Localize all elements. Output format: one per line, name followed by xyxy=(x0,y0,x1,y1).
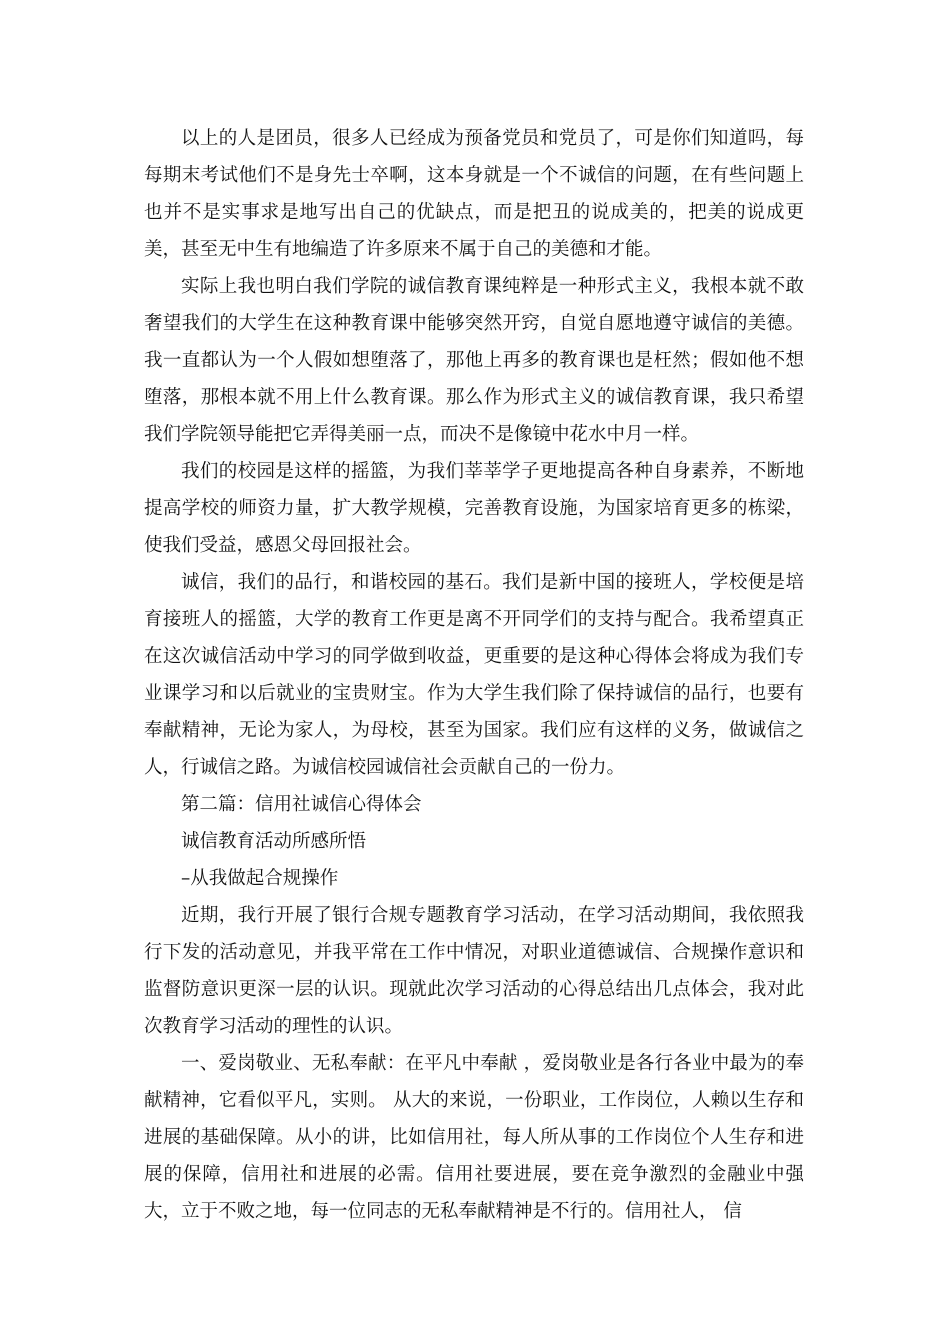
paragraph-formalism: 实际上我也明白我们学院的诚信教育课纯粹是一种形式主义，我根本就不敢奢望我们的大学生在这种教育课中能够突然开窍，自觉自愿地遵守诚信的美德。我一直都认为一个人假如想堕落了，那他上再多的教育课也是枉然；假如他不想堕落，那根本就不用上什么教育课。那么作为形式主义的诚信教育课，我只希望我们学院领导能把它弄得美丽一点，而决不是像镜中花水中月一样。 xyxy=(144,276,804,445)
paragraph-integrity-cornerstone: 诚信，我们的品行，和谐校园的基石。我们是新中国的接班人，学校便是培育接班人的摇篮，大学的教育工作更是离不开同学们的支持与配合。我希望真正在这次诚信活动中学习的同学做到收益，更重要的是这种心得体会将成为我们专业课学习和以后就业的宝贵财宝。作为大学生我们除了保持诚信的品行，也要有奉献精神，无论为家人，为母校，甚至为国家。我们应有这样的义务，做诚信之人，行诚信之路。为诚信校园诚信社会贡献自己的一份力。 xyxy=(144,572,804,778)
paragraph-dedication: 一、爱岗敬业、无私奉献：在平凡中奉献 ，爱岗敬业是各行各业中最为的奉献精神，它看似平凡，实则。 从大的来说，一份职业，工作岗位，人赖以生存和进展的基础保障。从小的讲，比如信用社，每人所从事的工作岗位个人生存和进展的保障，信用社和进展的必需。信用社要进展，要在竞争激烈的金融业中强大，立于不败之地，每一位同志的无私奉献精神是不行的。信用社人， 信 xyxy=(144,1053,804,1222)
section-heading: 第二篇：信用社诚信心得体会 xyxy=(181,794,422,815)
document-body xyxy=(144,120,804,1230)
paragraph-integrity-members: 以上的人是团员，很多人已经成为预备党员和党员了，可是你们知道吗，每每期末考试他们不是身先士卒啊，这本身就是一个不诚信的问题，在有些问题上也并不是实事求是地写出自己的优缺点，而是把丑的说成美的，把美的说成更美，甚至无中生有地编造了许多原来不属于自己的美德和才能。 xyxy=(144,128,804,260)
paragraph-compliance-study: 近期，我行开展了银行合规专题教育学习活动，在学习活动期间，我依照我行下发的活动意见，并我平常在工作中情况，对职业道德诚信、合规操作意识和监督防意识更深一层的认识。现就此次学习活动的心得总结出几点体会，我对此次教育学习活动的理性的认识。 xyxy=(144,905,804,1037)
section-subtitle: –从我做起合规操作 xyxy=(181,868,339,889)
section-title: 诚信教育活动所感所悟 xyxy=(181,831,367,852)
paragraph-campus-cradle: 我们的校园是这样的摇篮，为我们莘莘学子更地提高各种自身素养，不断地提高学校的师资力量，扩大教学规模，完善教育设施，为国家培育更多的栋梁，使我们受益，感恩父母回报社会。 xyxy=(144,461,804,556)
